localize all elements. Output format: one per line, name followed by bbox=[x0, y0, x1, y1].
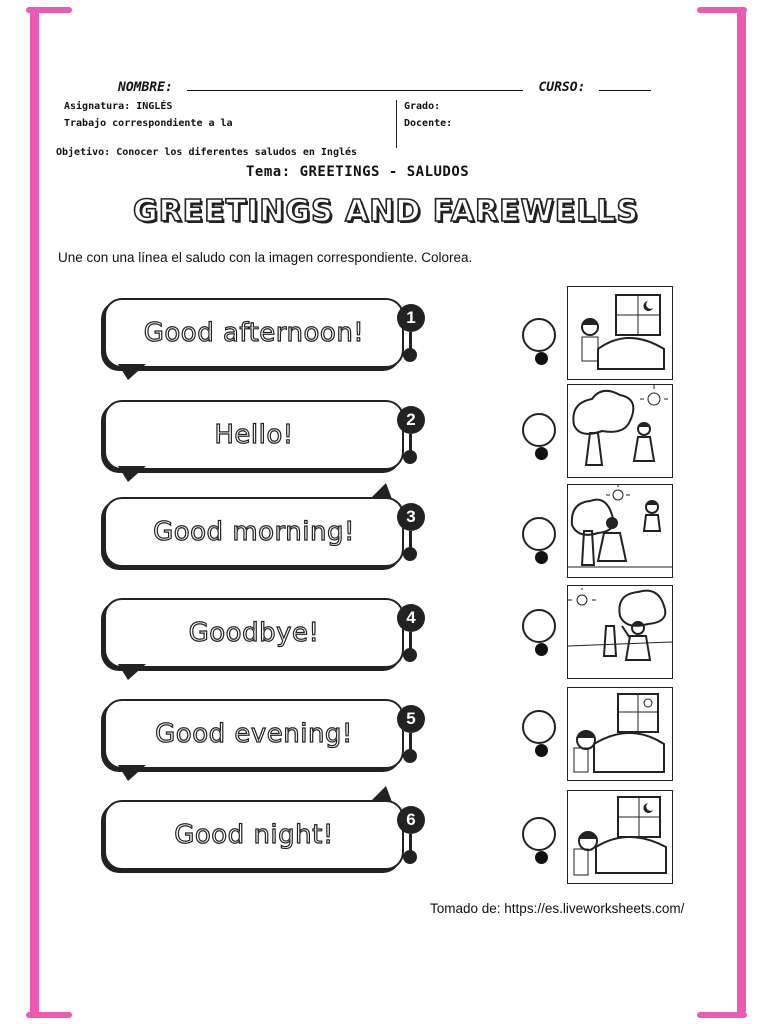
girl-waving-goodbye-icon bbox=[568, 586, 672, 678]
greeting-text: Good evening! bbox=[155, 719, 353, 749]
scene-picture[interactable] bbox=[567, 286, 673, 380]
curso-field[interactable] bbox=[599, 78, 651, 91]
girl-under-tree-sun-icon bbox=[568, 385, 672, 477]
bubble-tail bbox=[118, 664, 146, 680]
greeting-bubble[interactable] bbox=[104, 400, 404, 470]
greeting-text: Good night! bbox=[174, 820, 334, 850]
frame-bottom-left bbox=[26, 1012, 72, 1018]
title-text: GREETINGS AND FAREWELLS bbox=[132, 194, 640, 229]
nombre-field[interactable] bbox=[187, 78, 523, 91]
nombre-label: NOMBRE: bbox=[118, 80, 173, 95]
answer-circle[interactable] bbox=[522, 817, 556, 851]
number-badge: 3 bbox=[397, 503, 425, 531]
answer-circle[interactable] bbox=[522, 609, 556, 643]
answer-circle[interactable] bbox=[522, 710, 556, 744]
greeting-text: Good afternoon! bbox=[143, 318, 365, 348]
greeting-bubble[interactable] bbox=[104, 598, 404, 668]
bubble-tail bbox=[118, 765, 146, 781]
credit-text: Tomado de: https://es.liveworksheets.com/ bbox=[430, 901, 685, 916]
girl-sleeping-night-icon bbox=[568, 791, 672, 883]
greeting-bubble[interactable] bbox=[104, 800, 404, 870]
curso-label: CURSO: bbox=[538, 80, 586, 95]
scene-picture[interactable] bbox=[567, 484, 673, 578]
scene-picture[interactable] bbox=[567, 687, 673, 781]
grado-label: Grado: bbox=[404, 101, 441, 112]
docente-label: Docente: bbox=[404, 118, 453, 129]
answer-dot[interactable] bbox=[535, 851, 548, 864]
number-badge: 4 bbox=[397, 604, 425, 632]
objetivo-text: Objetivo: Conocer los diferentes saludos en Inglés bbox=[56, 147, 358, 158]
greeting-bubble[interactable] bbox=[104, 699, 404, 769]
greeting-bubble[interactable] bbox=[104, 298, 404, 368]
connector-dot[interactable] bbox=[403, 547, 417, 561]
two-girls-morning-icon bbox=[568, 485, 672, 577]
tema-text: Tema: GREETINGS - SALUDOS bbox=[246, 164, 470, 180]
connector-dot[interactable] bbox=[403, 348, 417, 362]
connector-dot[interactable] bbox=[403, 648, 417, 662]
nombre-row bbox=[118, 78, 651, 95]
connector-dot[interactable] bbox=[403, 850, 417, 864]
greeting-text: Hello! bbox=[214, 420, 294, 450]
answer-dot[interactable] bbox=[535, 643, 548, 656]
frame-bottom-right bbox=[697, 1012, 747, 1018]
answer-circle[interactable] bbox=[522, 318, 556, 352]
connector-dot[interactable] bbox=[403, 450, 417, 464]
number-badge: 2 bbox=[397, 406, 425, 434]
answer-circle[interactable] bbox=[522, 517, 556, 551]
bubble-tail bbox=[370, 786, 392, 802]
scene-picture[interactable] bbox=[567, 384, 673, 478]
trabajo-text: Trabajo correspondiente a la bbox=[64, 118, 233, 129]
greeting-bubble[interactable] bbox=[104, 497, 404, 567]
frame-right bbox=[737, 10, 746, 1014]
header-divider bbox=[396, 100, 397, 148]
greeting-text: Goodbye! bbox=[188, 618, 320, 648]
connector-dot[interactable] bbox=[403, 749, 417, 763]
number-badge: 1 bbox=[397, 304, 425, 332]
asignatura-text: Asignatura: INGLÉS bbox=[64, 101, 173, 112]
frame-top-right bbox=[697, 7, 747, 13]
answer-dot[interactable] bbox=[535, 744, 548, 757]
number-badge: 6 bbox=[397, 806, 425, 834]
bubble-tail bbox=[118, 364, 146, 380]
answer-dot[interactable] bbox=[535, 551, 548, 564]
frame-left bbox=[30, 10, 39, 1014]
answer-circle[interactable] bbox=[522, 413, 556, 447]
girl-in-bed-evening-icon bbox=[568, 688, 672, 780]
number-badge: 5 bbox=[397, 705, 425, 733]
scene-picture[interactable] bbox=[567, 790, 673, 884]
answer-dot[interactable] bbox=[535, 447, 548, 460]
instruction-text: Une con una línea el saludo con la imagen correspondiente. Colorea. bbox=[58, 250, 473, 265]
bubble-tail bbox=[118, 466, 146, 482]
bubble-tail bbox=[370, 483, 392, 499]
answer-dot[interactable] bbox=[535, 352, 548, 365]
worksheet-title bbox=[108, 194, 664, 238]
greeting-text: Good morning! bbox=[153, 517, 355, 547]
frame-top-left bbox=[26, 7, 72, 13]
girl-at-window-night-icon bbox=[568, 287, 672, 379]
scene-picture[interactable] bbox=[567, 585, 673, 679]
